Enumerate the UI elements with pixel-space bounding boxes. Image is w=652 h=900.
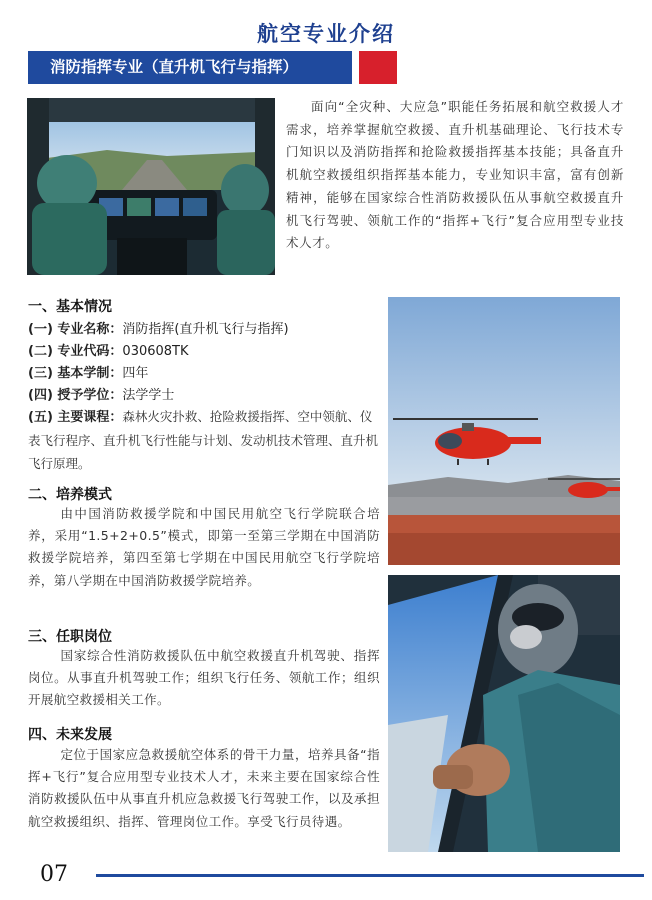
item-label: (三) 基本学制： <box>28 366 123 381</box>
item-label: (一) 专业名称： <box>28 322 123 337</box>
banner-accent <box>359 51 397 84</box>
posts-paragraph: 国家综合性消防救援队伍中航空救援直升机驾驶、指挥岗位。从事直升机驾驶工作；组织飞行任务、领航工作；组织开展航空救援相关工作。 <box>28 648 380 708</box>
courses-value: 森林火灾扑救、抢险救援指挥、空中领航、仪表飞行程序、直升机飞行性能与计划、发动机技术管理、直升机飞行原理。 <box>28 409 379 471</box>
future-paragraph: 定位于国家应急救援航空体系的骨干力量，培养具备“指挥+飞行”复合应用型专业技术人才，未来主要在国家综合性消防救援队伍中从事直升机应急救援飞行驾驶工作，以及承担航空救援组织、指挥、管理岗位工作。享受飞行员待遇。 <box>28 747 380 829</box>
pilot-photo <box>388 575 620 852</box>
item-value: 消防指挥(直升机飞行与指挥) <box>122 322 289 337</box>
page-title: 航空专业介绍 <box>257 21 395 46</box>
item-label: (二) 专业代码： <box>28 344 123 359</box>
basic-info-item <box>28 318 289 337</box>
cockpit-photo <box>27 98 275 275</box>
item-value: 四年 <box>122 366 149 381</box>
page-number: 07 <box>40 862 68 887</box>
item-label: (四) 授予学位： <box>28 388 123 403</box>
courses-item <box>28 405 380 475</box>
posts-heading: 三、任职岗位 <box>28 629 112 645</box>
basic-info-item <box>28 362 148 381</box>
section-banner: 消防指挥专业（直升机飞行与指挥） <box>28 51 352 84</box>
intro-paragraph: 面向“全灾种、大应急”职能任务拓展和航空救援人才需求，培养掌握航空救援、直升机基础理论、飞行技术专门知识以及消防指挥和抢险救援指挥基本技能；具备直升机航空救援组织指挥基本能力，专业知识丰富，富有创新精神，能够在国家综合性消防救援队伍从事航空救援直升机飞行驾驶、领航工作的“指挥+飞行”复合应用型专业技术人才。 <box>286 99 624 251</box>
helicopters-photo <box>388 297 620 565</box>
item-value: 030608TK <box>122 344 189 359</box>
courses-label: (五) 主要课程： <box>28 410 123 425</box>
training-paragraph: 由中国消防救援学院和中国民用航空飞行学院联合培养，采用“1.5+2+0.5”模式，即第一至第三学期在中国消防救援学院培养，第四至第七学期在中国民用航空飞行学院培养，第八学期在中国消防救援学院培养。 <box>28 506 380 588</box>
footer-rule <box>96 874 644 877</box>
basic-info-item <box>28 340 189 359</box>
future-heading: 四、未来发展 <box>28 727 112 743</box>
training-heading: 二、培养模式 <box>28 487 112 503</box>
basic-info-item <box>28 384 174 403</box>
basic-info-heading: 一、基本情况 <box>28 299 112 315</box>
item-value: 法学学士 <box>122 388 175 403</box>
